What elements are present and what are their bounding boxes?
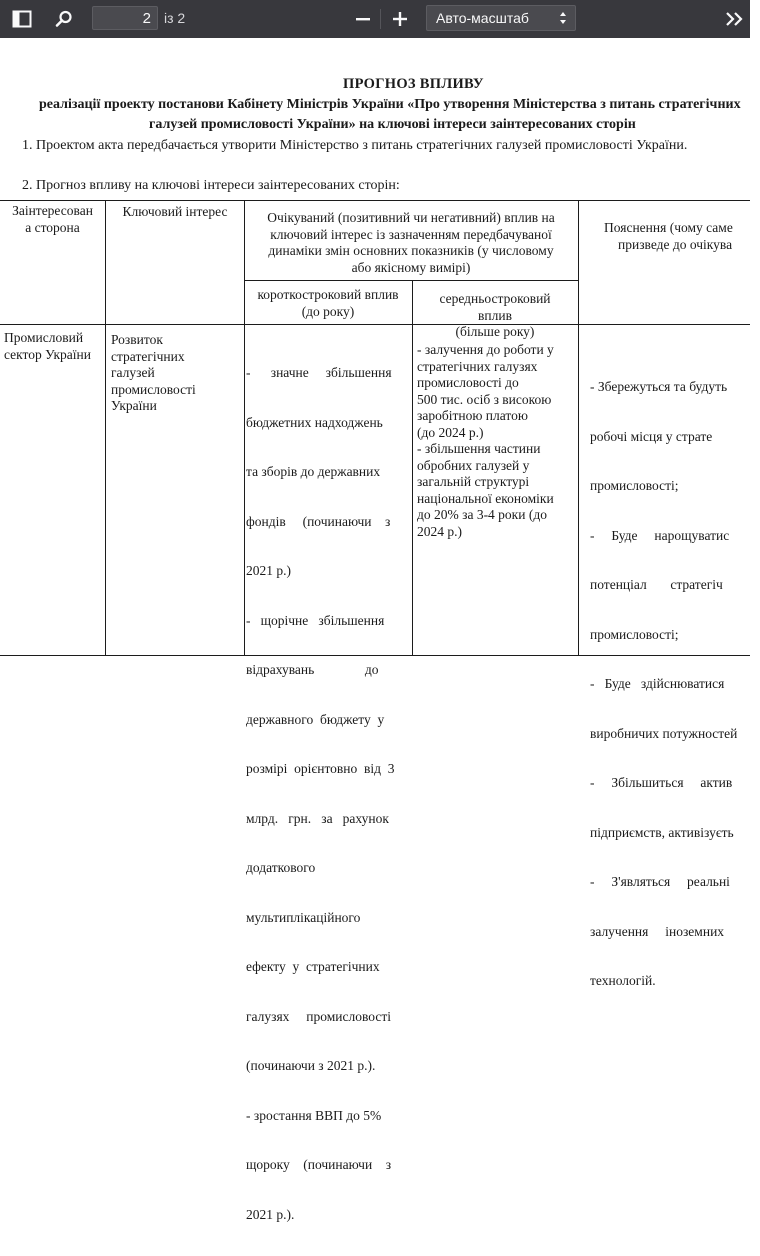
zoom-select-value: Авто-масштаб xyxy=(436,10,529,26)
row-explanation: - Збережуться та будуть робочі місця у страте промисловості; - Буде нарощуватис потенціал стратегіч промисловості; - Буде здійснюватися виробничих потужностей - Збільшиться актив підприємств, активізуєть - З'являться реальні залучення іноземних технологій. xyxy=(590,379,738,988)
paragraph-1: 1. Проектом акта передбачається утворити Міністерство з питань стратегічних галузей промисловості України. xyxy=(22,138,688,153)
sidebar-toggle-button[interactable] xyxy=(6,5,38,33)
document-subtitle-line-2: галузей промисловості України» на ключові інтереси заінтересованих сторін xyxy=(149,117,636,132)
page-count-label: із 2 xyxy=(164,10,186,26)
paragraph-2: 2. Прогноз впливу на ключові інтереси заінтересованих сторін: xyxy=(22,178,400,193)
double-chevron-right-icon xyxy=(725,11,745,27)
row-mid-term-impact: - залучення до роботи у стратегічних галузях промисловості до 500 тис. осіб з високою заробітною платою (до 2024 р.) - збільшення частини обробних галузей у загальній структурі національної економіки до 20% за 3-4 роки (до 2024 р.) xyxy=(417,342,554,539)
document-page xyxy=(0,38,750,1222)
page-number-input[interactable] xyxy=(92,6,158,30)
table-header-bottom xyxy=(0,324,750,325)
header-stakeholder: Заінтересован а сторона xyxy=(12,203,93,235)
zoom-in-button[interactable] xyxy=(386,5,414,33)
document-subtitle-line-1: реалізації проекту постанови Кабінету Міністрів України «Про утворення Міністерства з питань стратегічних xyxy=(39,97,741,112)
table-col-line-4 xyxy=(578,200,579,656)
table-col-line-1 xyxy=(105,200,106,656)
header-expected-impact: Очікуваний (позитивний чи негативний) вплив на ключовий інтерес із зазначенням передбачуваної динаміки змін основних показників (у числовому або якісному вимірі) xyxy=(267,210,555,275)
row-stakeholder: Промисловий сектор України xyxy=(4,330,91,362)
toolbar-divider xyxy=(380,9,381,29)
document-title: ПРОГНОЗ ВПЛИВУ xyxy=(343,76,484,92)
header-explanation: Пояснення (чому саме призведе до очікува xyxy=(604,220,733,252)
row-key-interest: Розвиток стратегічних галузей промисловості України xyxy=(111,332,196,413)
header-mid-term: середньостроковий вплив (більше року) xyxy=(439,291,551,339)
table-col-line-2 xyxy=(244,200,245,656)
table-border-top xyxy=(0,200,750,201)
sidebar-toggle-icon xyxy=(12,10,32,28)
find-button[interactable] xyxy=(48,5,80,33)
plus-icon xyxy=(392,11,408,27)
tools-button[interactable] xyxy=(720,5,750,33)
header-short-term: короткостроковий вплив (до року) xyxy=(257,287,399,319)
pdf-toolbar xyxy=(0,0,750,38)
row-short-term-impact: - значне збільшення бюджетних надходжень та зборів до державних фондів (починаючи з 2021 р.) - щорічне збільшення відрахувань до державного бюджету у розмірі орієнтовно від 3 млрд. грн. за рахунок додаткового мультиплікаційного ефекту у стратегічних галузях промисловості (починаючи з 2021 р.). - зростання ВВП до 5% щороку (починаючи з 2021 р.). xyxy=(246,365,395,1222)
minus-icon xyxy=(355,11,371,27)
header-key-interest: Ключовий інтерес xyxy=(122,204,228,219)
zoom-select[interactable] xyxy=(426,5,576,31)
search-icon xyxy=(55,10,73,28)
table-subheader-top xyxy=(244,280,578,281)
table-col-line-3 xyxy=(412,280,413,656)
updown-arrows-icon xyxy=(559,11,567,25)
zoom-out-button[interactable] xyxy=(349,5,377,33)
